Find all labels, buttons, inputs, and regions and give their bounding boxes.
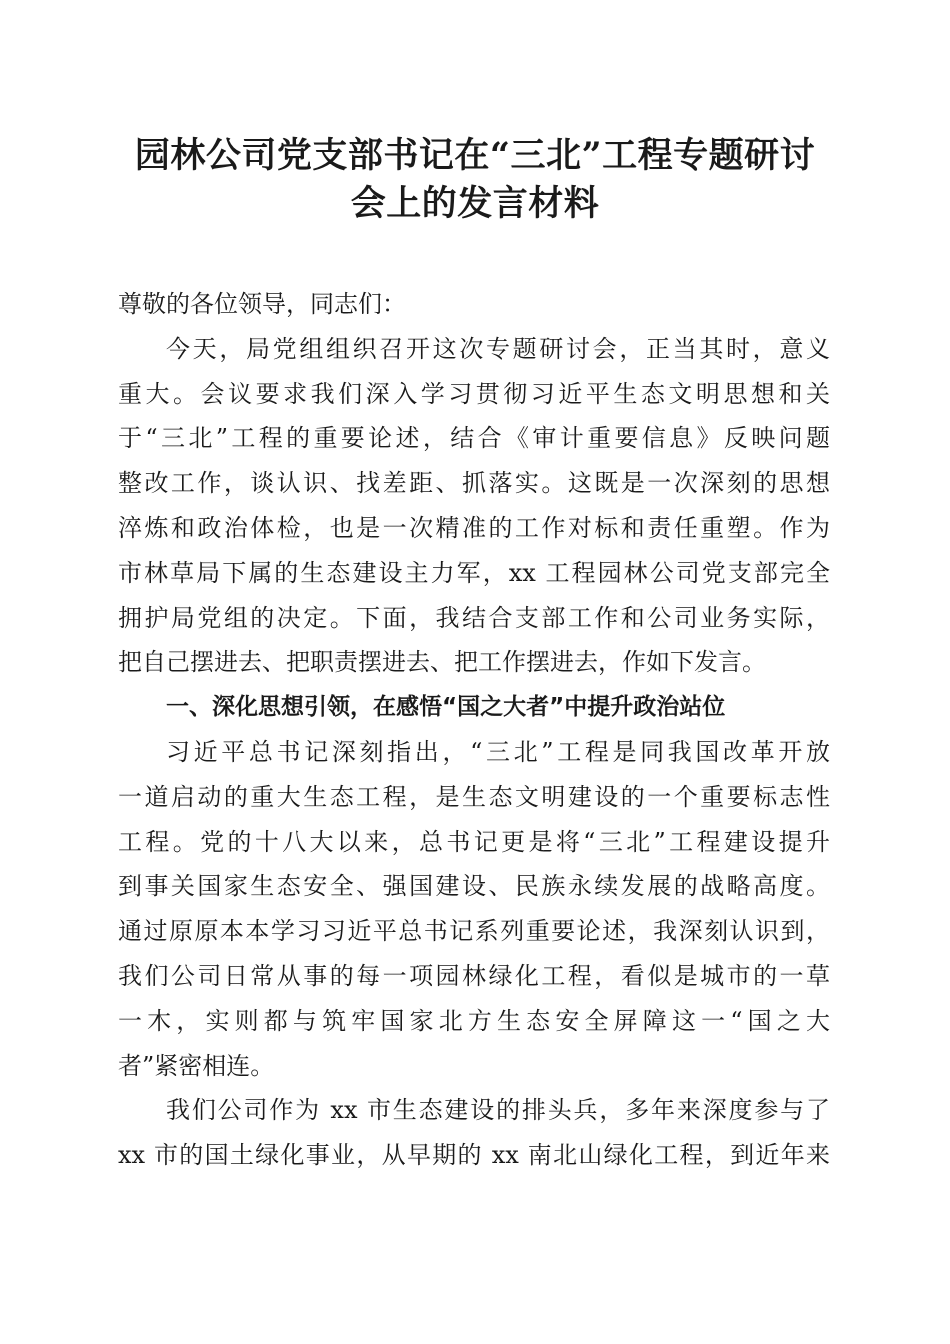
paragraph-2-line-2: 一道启动的重大生态工程，是生态文明建设的一个重要标志性 [118,782,830,811]
paragraph-1-line-4: 整改工作，谈认识、找差距、抓落实。这既是一次深刻的思想 [118,469,830,498]
paragraph-2-line-7: 一木，实则都与筑牢国家北方生态安全屏障这一“国之大 [118,1006,830,1035]
paragraph-1-line-5: 淬炼和政治体检，也是一次精准的工作对标和责任重塑。作为 [118,513,830,542]
paragraph-2-line-1: 习近平总书记深刻指出，“三北”工程是同我国改革开放 [166,737,830,766]
paragraph-1-line-2: 重大。会议要求我们深入学习贯彻习近平生态文明思想和关 [118,379,830,408]
document-body [118,282,830,1178]
paragraph-1-line-1: 今天，局党组组织召开这次专题研讨会，正当其时，意义 [166,334,830,363]
paragraph-2-line-6: 我们公司日常从事的每一项园林绿化工程，看似是城市的一草 [118,961,830,990]
section-heading-1: 一、深化思想引领，在感悟“国之大者”中提升政治站位 [166,694,726,721]
paragraph-2-line-5: 通过原原本本学习习近平总书记系列重要论述，我深刻认识到， [118,917,830,946]
paragraph-3-line-1: 我们公司作为 xx 市生态建设的排头兵，多年来深度参与了 [166,1096,830,1125]
paragraph-1-line-8: 把自己摆进去、把职责摆进去、把工作摆进去，作如下发言。 [118,648,766,677]
paragraph-1-line-3: 于“三北”工程的重要论述，结合《审计重要信息》反映问题 [118,424,830,453]
document-title [100,132,850,228]
title-line-1: 园林公司党支部书记在“三北”工程专题研讨 [134,135,816,176]
paragraph-1-line-7: 拥护局党组的决定。下面，我结合支部工作和公司业务实际， [118,603,830,632]
paragraph-2-line-4: 到事关国家生态安全、强国建设、民族永续发展的战略高度。 [118,872,830,901]
paragraph-2-line-8: 者”紧密相连。 [118,1051,275,1080]
salutation: 尊敬的各位领导，同志们： [118,290,406,318]
paragraph-3-line-2: xx 市的国土绿化事业，从早期的 xx 南北山绿化工程，到近年来 [118,1141,830,1170]
title-line-2: 会上的发言材料 [350,183,600,224]
paragraph-1-line-6: 市林草局下属的生态建设主力军，xx 工程园林公司党支部完全 [118,558,830,587]
paragraph-2-line-3: 工程。党的十八大以来，总书记更是将“三北”工程建设提升 [118,827,830,856]
